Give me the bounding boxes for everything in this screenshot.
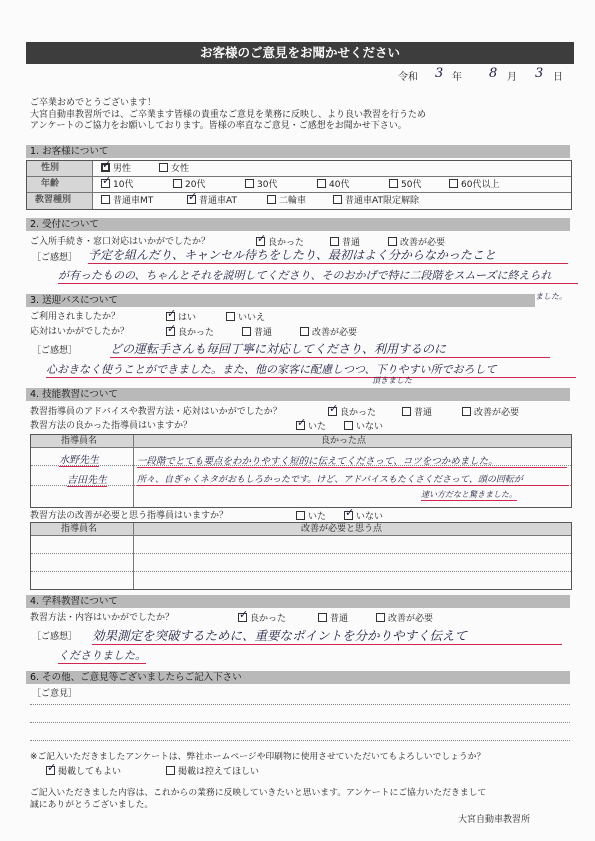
bus-service-question: 応対はいかがでしたか？ — [30, 327, 130, 337]
checkbox[interactable] — [245, 179, 254, 188]
checkbox[interactable] — [402, 407, 411, 416]
skill-normal-option[interactable]: 普通 — [402, 407, 432, 419]
section-customer-title: 1. お客様について — [26, 145, 570, 158]
checkbox[interactable] — [330, 237, 339, 246]
age-option-40[interactable]: 40代 — [317, 179, 349, 191]
date-month-unit: 月 — [507, 72, 517, 83]
reception-comment-label: ［ご感想］ — [32, 253, 78, 263]
age-option-50[interactable]: 50代 — [389, 179, 421, 191]
check-mark-icon: ✓ — [167, 322, 177, 335]
lecture-comment-line2: くださりました。 — [58, 649, 146, 662]
checkbox[interactable] — [242, 327, 251, 336]
age-option-30[interactable]: 30代 — [245, 179, 277, 191]
checkbox[interactable] — [159, 163, 168, 172]
checkbox-checked[interactable] — [296, 416, 307, 430]
checkbox-checked[interactable] — [101, 158, 112, 172]
lecture-normal-option[interactable]: 普通 — [318, 613, 348, 625]
gender-label: 性別 — [41, 163, 60, 173]
page-title: お客様のご意見をお聞かせください — [26, 42, 574, 64]
checkbox-checked[interactable] — [187, 190, 198, 204]
good-point-line2: 所々、自ぎゃくネタがおもしろかったです。けど、アドバイスもたくさくださって、頭の回転が — [137, 472, 569, 486]
age-option-60[interactable]: 60代以上 — [449, 179, 499, 191]
col-instructor-name-2: 指導員名 — [61, 524, 98, 534]
check-mark-icon: ✓ — [257, 232, 267, 245]
check-mark-icon: ✓ — [188, 190, 198, 203]
section-reception-title: 2. 受付について — [26, 218, 570, 231]
date-year: 3 — [435, 66, 444, 81]
checkbox-checked[interactable] — [166, 322, 177, 336]
company-name: 大宮自動車教習所 — [458, 815, 531, 825]
gender-male-option[interactable]: ✓ 男性 — [102, 158, 132, 174]
course-option-mt[interactable]: 普通車MT — [101, 195, 153, 207]
publish-ng-option[interactable]: 掲載は控えてほしい — [166, 766, 259, 778]
checkbox[interactable] — [317, 179, 326, 188]
checkbox[interactable] — [449, 179, 458, 188]
check-mark-icon: ✓ — [47, 761, 57, 774]
instructor-name-2: 吉田先生 — [67, 471, 107, 487]
checkbox[interactable] — [267, 195, 276, 204]
bus-comment-label: ［ご感想］ — [32, 346, 78, 356]
skill-bad-option[interactable]: 改善が必要 — [462, 407, 519, 419]
reception-question: ご入所手続き・窓口対応はいかがでしたか？ — [30, 237, 211, 247]
bus-used-yes-option[interactable]: ✓ はい — [167, 307, 197, 323]
skill-good-instructor-question: 教習方法の良かった指導員はいますか？ — [30, 421, 193, 431]
date-era: 令和 — [398, 72, 418, 83]
col-improve-points: 改善が必要と思う点 — [301, 524, 383, 534]
bus-comment-line2: 心おきなく使うことができました。また、他の家客に配慮しつつ、下りやすい所でおろして — [46, 361, 576, 378]
check-mark-icon: ✓ — [329, 402, 339, 415]
course-option-at[interactable]: ✓ 普通車AT — [188, 190, 237, 206]
check-mark-icon: ✓ — [239, 608, 249, 621]
section-skill-title: 4. 技能教習について — [26, 388, 570, 401]
checkbox[interactable] — [333, 195, 342, 204]
date-month: 8 — [489, 66, 498, 81]
check-mark-icon: ✓ — [102, 158, 112, 171]
opinion-line-1 — [30, 704, 570, 705]
gender-female-option[interactable]: 女性 — [159, 163, 189, 175]
bus-normal-option[interactable]: 普通 — [242, 327, 272, 339]
reception-good-option[interactable]: ✓ 良かった — [257, 232, 305, 248]
skill-good-option[interactable]: ✓ 良かった — [329, 402, 377, 418]
publish-question: ※ご記入いただきましたアンケートは、弊社ホームページや印刷物に使用させていただいてもよろしいでしょうか？ — [30, 752, 486, 762]
checkbox[interactable] — [296, 511, 305, 520]
checkbox[interactable] — [344, 421, 353, 430]
instructor-name-1: 水野先生 — [59, 451, 99, 467]
reception-comment-line3: ました。 — [535, 292, 567, 301]
good-instructor-no-option[interactable]: いない — [344, 421, 383, 433]
reception-normal-option[interactable]: 普通 — [330, 237, 360, 249]
check-mark-icon: ✓ — [297, 416, 307, 429]
intro-line1: ご卒業おめでとうございます！ — [30, 98, 157, 108]
reception-comment-line1: 予定を組んだり、キャンセル待ちをしたり、最初はよく分からなかったこと — [88, 246, 568, 264]
improve-instructor-yes-option[interactable]: いた — [296, 511, 326, 523]
lecture-bad-option[interactable]: 改善が必要 — [376, 613, 433, 625]
intro-line2: 大宮自動車教習所では、ご卒業ます皆様の貴重なご意見を業務に反映し、より良い教習を行うため — [30, 110, 427, 120]
reception-bad-option[interactable]: 改善が必要 — [388, 237, 445, 249]
checkbox-checked[interactable] — [166, 307, 177, 321]
improve-instructor-table — [30, 522, 572, 590]
good-point-line1: 一段階でとても要点をわかりやすく短的に伝えてくださって、コツをつかめました。 — [137, 453, 567, 468]
bus-bad-option[interactable]: 改善が必要 — [300, 327, 357, 339]
date-day: 3 — [535, 66, 544, 81]
customer-table — [26, 160, 572, 210]
improve-instructor-no-option[interactable]: ✓ いない — [345, 506, 384, 522]
lecture-question: 教習方法・内容はいかがでしたか？ — [30, 613, 175, 623]
check-mark-icon: ✓ — [102, 174, 112, 187]
bus-used-no-option[interactable]: いいえ — [226, 312, 265, 324]
bus-comment-line1: どの運転手さんも毎回丁寧に対応してくださり、利用するのに — [110, 340, 550, 358]
course-option-bike[interactable]: 二輪車 — [267, 195, 306, 207]
thanks-line2: 誠にありがとうございました。 — [30, 800, 154, 810]
checkbox-checked[interactable] — [101, 174, 112, 188]
date-year-unit: 年 — [452, 72, 462, 83]
checkbox[interactable] — [226, 312, 235, 321]
lecture-comment-line1: 効果測定を突破するために、重要なポイントを分かりやすく伝えて — [92, 626, 562, 645]
bus-comment-line3: 頂きました — [372, 376, 412, 385]
check-mark-icon: ✓ — [167, 307, 177, 320]
age-option-10[interactable]: ✓ 10代 — [102, 174, 134, 190]
opinion-line-3 — [30, 740, 570, 741]
opinion-line-2 — [30, 722, 570, 723]
age-option-20[interactable]: 20代 — [173, 179, 205, 191]
publish-ok-option[interactable]: ✓ 掲載してもよい — [47, 761, 122, 777]
course-option-at-release[interactable]: 普通車AT限定解除 — [333, 195, 419, 207]
col-instructor-name: 指導員名 — [61, 436, 98, 446]
checkbox[interactable] — [388, 237, 397, 246]
checkbox-checked[interactable] — [328, 402, 339, 416]
skill-improve-instructor-question: 教習方法の改善が必要と思う指導員はいますか？ — [30, 511, 229, 521]
other-opinion-label: ［ご意見］ — [32, 689, 78, 699]
bus-used-question: ご利用されましたか？ — [30, 312, 121, 322]
good-instructor-table — [30, 434, 572, 508]
lecture-good-option[interactable]: ✓ 良かった — [239, 608, 287, 624]
checkbox-checked[interactable] — [344, 506, 355, 520]
checkbox[interactable] — [376, 613, 385, 622]
thanks-line1: ご記入いただきました内容は、これからの業務に反映していきたいと思います。アンケートにご協力いただきまして — [30, 788, 487, 798]
checkbox-checked[interactable] — [256, 232, 267, 246]
bus-good-option[interactable]: ✓ 良かった — [167, 322, 215, 338]
checkbox[interactable] — [389, 179, 398, 188]
checkbox[interactable] — [300, 327, 309, 336]
skill-advice-question: 教習指導員のアドバイスや教習方法・応対はいかがでしたか？ — [30, 407, 282, 417]
checkbox[interactable] — [166, 766, 175, 775]
checkbox[interactable] — [462, 407, 471, 416]
good-instructor-yes-option[interactable]: ✓ いた — [297, 416, 327, 432]
checkbox[interactable] — [318, 613, 327, 622]
lecture-comment-label: ［ご感想］ — [32, 632, 78, 642]
checkbox[interactable] — [173, 179, 182, 188]
checkbox[interactable] — [101, 195, 110, 204]
date-day-unit: 日 — [553, 72, 563, 83]
col-good-points: 良かった点 — [321, 436, 367, 446]
good-point-line3: 速い方だなと驚きました。 — [421, 490, 517, 499]
intro-line3: アンケートのご協力をお願いしております。皆様の率直なご意見・ご感想をお聞かせ下さい。 — [30, 121, 407, 131]
checkbox-checked[interactable] — [46, 761, 57, 775]
course-label: 教習種別 — [35, 195, 72, 205]
checkbox-checked[interactable] — [238, 608, 249, 622]
reception-comment-line2: が有ったものの、ちゃんとそれを説明してくださり、そのおかげで特に二段階をスムーズに終えられ — [58, 267, 578, 284]
age-label: 年齢 — [41, 179, 60, 189]
check-mark-icon: ✓ — [345, 506, 355, 519]
section-other-title: 6. その他、ご意見等ございましたらご記入下さい — [26, 671, 570, 684]
section-lecture-title: 4. 学科教習について — [26, 595, 570, 608]
section-bus-title: 3. 送迎バスについて — [26, 294, 535, 307]
